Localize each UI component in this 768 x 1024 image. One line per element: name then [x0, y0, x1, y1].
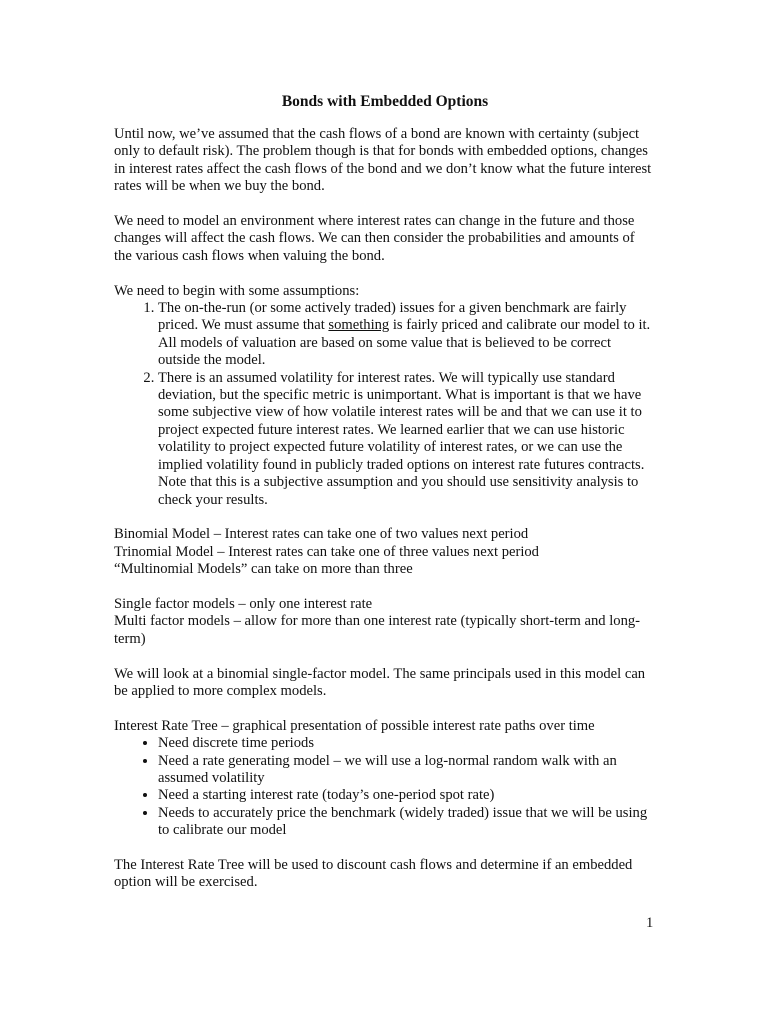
paragraph-environment: We need to model an environment where interest rates can change in the future and those changes will affect the cash flows. We can then consider the probabilities and amounts of the various cash flows when valuing the bond. — [114, 213, 635, 264]
tree-requirement-item: • Need discrete time periods — [158, 735, 656, 752]
assumption-1-text-before: The on-the-run (or some actively traded) issues for a given benchmark are fairly priced. We must assume that — [158, 300, 627, 334]
paragraph-intro: Until now, we’ve assumed that the cash flows of a bond are known with certainty (subject only to default risk). The problem though is that for bonds with embedded options, changes in interest rates affect the cash flows of the bond and we don’t know what the future interest rates will be when we buy the bond. — [114, 126, 652, 195]
assumption-item-1 — [158, 300, 656, 370]
single-factor-line: Single factor models – only one interest rate — [114, 595, 373, 612]
model-types-block — [114, 526, 656, 578]
paragraph-binomial-model: We will look at a binomial single-factor model. The same principals used in this model can be applied to more complex models. — [114, 665, 646, 699]
tree-requirement-item: • Need a rate generating model – we will use a log-normal random walk with an assumed volatility — [158, 753, 656, 788]
tree-requirement-item: • Needs to accurately price the benchmark (widely traded) issue that we will be using to calibrate our model — [158, 805, 656, 840]
assumption-1-underlined-word: something — [328, 317, 390, 334]
assumptions-list — [114, 300, 656, 509]
factor-models-block — [114, 596, 656, 648]
trinomial-model-line: Trinomial Model – Interest rates can take one of three values next period — [114, 543, 539, 560]
multi-factor-line: Multi factor models – allow for more than one interest rate (typically short-term and long-term) — [114, 613, 641, 647]
assumption-item-2: 2. There is an assumed volatility for interest rates. We will typically use standard deviation, but the specific metric is unimportant. What is important is that we have some subjective view of how volatile interest rates will be and that we can use it to project expected future interest rates. We learned earlier that we can use historic volatility to project expected future volatility of interest rates, or we can use the implied volatility found in publicly traded options on interest rate futures contracts. Note that this is a subjective assumption and you should use sensitivity analysis to check your results. — [158, 370, 656, 509]
binomial-model-line: Binomial Model – Interest rates can take one of two values next period — [114, 526, 529, 543]
assumption-1-text-after: is fairly priced and calibrate our model to it. All models of valuation are based on some value that is believed to be correct outside the model. — [158, 317, 651, 369]
assumptions-intro: We need to begin with some assumptions: — [114, 282, 360, 299]
tree-requirements-list — [114, 735, 656, 839]
paragraph-closing: The Interest Rate Tree will be used to discount cash flows and determine if an embedded option will be exercised. — [114, 856, 633, 891]
multinomial-model-line: “Multinomial Models” can take on more than three — [114, 561, 413, 578]
document-page — [114, 92, 656, 909]
interest-rate-tree-intro: Interest Rate Tree – graphical presentation of possible interest rate paths over time — [114, 717, 595, 734]
page-number: 1 — [646, 915, 654, 931]
tree-requirement-item: • Need a starting interest rate (today’s one-period spot rate) — [158, 787, 656, 804]
document-title: Bonds with Embedded Options — [281, 93, 489, 110]
